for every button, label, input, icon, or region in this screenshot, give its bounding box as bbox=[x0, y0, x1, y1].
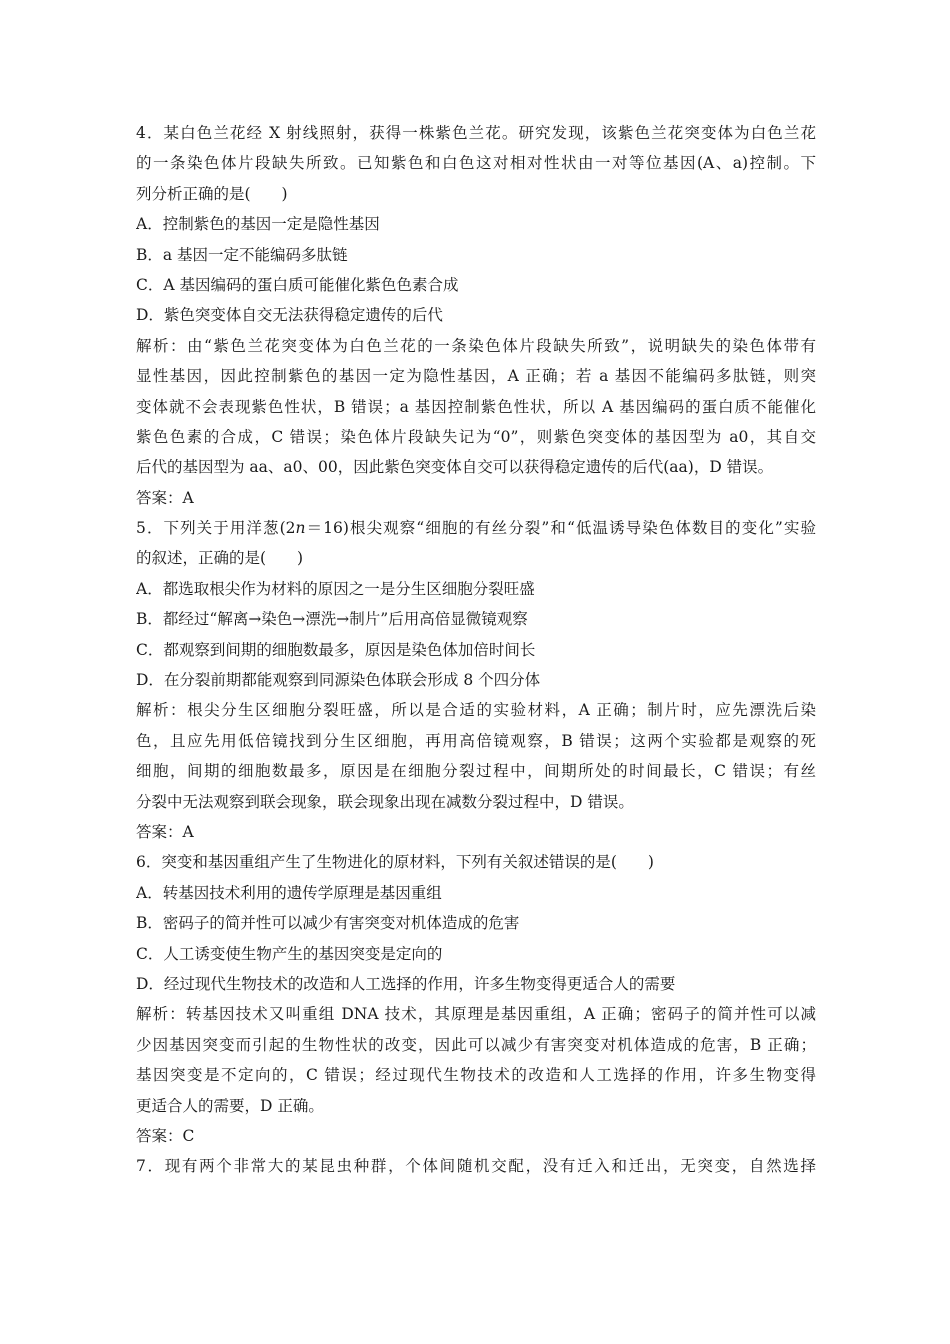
analysis-line: 解析：转基因技术又叫重组 DNA 技术，其原理是基因重组，A 正确；密码子的简并性可以减 bbox=[136, 1005, 816, 1024]
option-d: D．经过现代生物技术的改造和人工选择的作用，许多生物变得更适合人的需要 bbox=[136, 974, 676, 993]
option-d: D．在分裂前期都能观察到同源染色体联会形成 8 个四分体 bbox=[136, 671, 541, 690]
question-4 bbox=[136, 118, 816, 513]
question-stem-line: 的一条染色体片段缺失所致。已知紫色和白色这对相对性状由一对等位基因(A、a)控制。下 bbox=[136, 154, 816, 173]
answer: 答案：A bbox=[136, 822, 194, 841]
answer: 答案：C bbox=[136, 1126, 195, 1145]
analysis-line: 解析：由“紫色兰花突变体为白色兰花的一条染色体片段缺失所致”，说明缺失的染色体带有 bbox=[136, 336, 816, 355]
question-stem-line: 7．现有两个非常大的某昆虫种群，个体间随机交配，没有迁入和迁出，无突变，自然选择 bbox=[136, 1157, 816, 1176]
option-c: C．人工诱变使生物产生的基因突变是定向的 bbox=[136, 944, 443, 963]
variable-n: n bbox=[295, 519, 306, 538]
option-b: B．都经过“解离→染色→漂洗→制片”后用高倍显微镜观察 bbox=[136, 610, 528, 629]
question-stem-line: 的叙述，正确的是( ) bbox=[136, 549, 304, 568]
stem-text: 5．下列关于用洋葱(2 bbox=[136, 519, 296, 538]
option-a: A．控制紫色的基因一定是隐性基因 bbox=[136, 215, 380, 234]
analysis-line: 基因突变是不定向的，C 错误；经过现代生物技术的改造和人工选择的作用，许多生物变得 bbox=[136, 1066, 816, 1085]
option-a: A．都选取根尖作为材料的原因之一是分生区细胞分裂旺盛 bbox=[136, 579, 535, 598]
option-b: B．a 基因一定不能编码多肽链 bbox=[136, 245, 348, 264]
analysis-line: 后代的基因型为 aa、a0、00，因此紫色突变体自交可以获得稳定遗传的后代(aa)，D 错误。 bbox=[136, 458, 774, 477]
option-b: B．密码子的简并性可以减少有害突变对机体造成的危害 bbox=[136, 914, 520, 933]
option-c: C．A 基因编码的蛋白质可能催化紫色色素合成 bbox=[136, 275, 459, 294]
question-6 bbox=[136, 847, 816, 1151]
analysis-line: 紫色色素的合成，C 错误；染色体片段缺失记为“0”，则紫色突变体的基因型为 a0，其自交 bbox=[136, 427, 816, 446]
option-c: C．都观察到间期的细胞数最多，原因是染色体加倍时间长 bbox=[136, 640, 536, 659]
analysis-line: 分裂中无法观察到联会现象，联会现象出现在减数分裂过程中，D 错误。 bbox=[136, 792, 634, 811]
analysis-line: 解析：根尖分生区细胞分裂旺盛，所以是合适的实验材料，A 正确；制片时，应先漂洗后染 bbox=[136, 701, 816, 720]
document-page bbox=[136, 118, 816, 1182]
analysis-line: 变体就不会表现紫色性状，B 错误；a 基因控制紫色性状，所以 A 基因编码的蛋白质不能催化 bbox=[136, 397, 816, 416]
analysis-line: 色，且应先用低倍镜找到分生区细胞，再用高倍镜观察，B 错误；这两个实验都是观察的死 bbox=[136, 731, 816, 750]
analysis-line: 更适合人的需要，D 正确。 bbox=[136, 1096, 324, 1115]
option-d: D．紫色突变体自交无法获得稳定遗传的后代 bbox=[136, 306, 443, 325]
question-7 bbox=[136, 1151, 816, 1181]
analysis-line: 显性基因，因此控制紫色的基因一定为隐性基因，A 正确；若 a 基因不能编码多肽链，则突 bbox=[136, 367, 816, 386]
question-stem-line: 列分析正确的是( ) bbox=[136, 184, 288, 203]
question-stem-line bbox=[136, 513, 816, 543]
analysis-line: 细胞，间期的细胞数最多，原因是在细胞分裂过程中，间期所处的时间最长，C 错误；有丝 bbox=[136, 762, 816, 781]
analysis-line: 少因基因突变而引起的生物性状的改变，因此可以减少有害突变对机体造成的危害，B 正确； bbox=[136, 1035, 816, 1054]
question-stem-line: 6．突变和基因重组产生了生物进化的原材料，下列有关叙述错误的是( ) bbox=[136, 853, 654, 872]
answer: 答案：A bbox=[136, 488, 194, 507]
question-5 bbox=[136, 513, 816, 847]
question-stem-line: 4．某白色兰花经 X 射线照射，获得一株紫色兰花。研究发现，该紫色兰花突变体为白色兰花 bbox=[136, 124, 816, 142]
option-a: A．转基因技术利用的遗传学原理是基因重组 bbox=[136, 883, 442, 902]
stem-text: ＝16)根尖观察“细胞的有丝分裂”和“低温诱导染色体数目的变化”实验 bbox=[305, 519, 816, 538]
